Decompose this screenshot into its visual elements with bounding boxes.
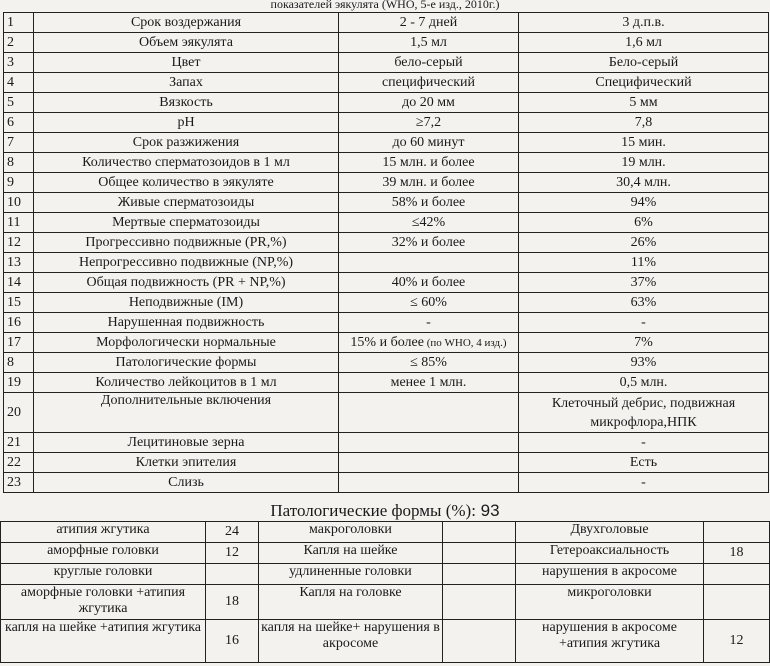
table-caption: показателей эякулята (WHO, 5-е изд., 2010г.) (270, 0, 500, 11)
table-row (4, 253, 769, 273)
row-number: 12 (4, 233, 34, 253)
reference-norm (339, 253, 519, 273)
result-value: 94% (519, 193, 769, 213)
table-row (4, 73, 769, 93)
row-number: 1 (4, 13, 34, 33)
row-number: 8 (4, 353, 34, 373)
semen-analysis-table (3, 12, 769, 493)
table-row (4, 293, 769, 313)
result-value: 93% (519, 353, 769, 373)
reference-norm: до 20 мм (339, 93, 519, 113)
table-row (4, 433, 769, 453)
table-row (4, 173, 769, 193)
parameter-name: Вязкость (34, 93, 339, 113)
table-row (4, 313, 769, 333)
reference-norm: бело-серый (339, 53, 519, 73)
pathological-forms-table (0, 521, 770, 663)
table-row (4, 113, 769, 133)
result-value: 1,6 мл (519, 33, 769, 53)
parameter-name: Дополнительные включения (34, 393, 339, 433)
result-value: 11% (519, 253, 769, 273)
form-name: нарушения в акросоме +атипия жгутика (516, 620, 704, 663)
result-value: - (519, 473, 769, 493)
reference-norm: ≤ 85% (339, 353, 519, 373)
form-count: 12 (206, 543, 259, 564)
result-value: 7% (519, 333, 769, 353)
parameter-name: Объем эякулята (34, 33, 339, 53)
row-number: 3 (4, 53, 34, 73)
row-number: 15 (4, 293, 34, 313)
form-name: атипия жгутика (1, 522, 206, 543)
row-number: 4 (4, 73, 34, 93)
table-row (4, 393, 769, 433)
table-row (4, 93, 769, 113)
row-number: 2 (4, 33, 34, 53)
form-count (443, 564, 516, 585)
row-number: 20 (4, 393, 34, 433)
parameter-name: Общее количество в эякуляте (34, 173, 339, 193)
form-name: капля на шейке+ нарушения в акросоме (259, 620, 443, 663)
parameter-name: Общая подвижность (PR + NP,%) (34, 273, 339, 293)
form-name: микроголовки (516, 585, 704, 620)
result-value: 5 мм (519, 93, 769, 113)
result-value: 0,5 млн. (519, 373, 769, 393)
form-name: Гетероаксиальность (516, 543, 704, 564)
reference-norm (339, 473, 519, 493)
row-number: 10 (4, 193, 34, 213)
parameter-name: Лецитиновые зерна (34, 433, 339, 453)
form-name: Двухголовые (516, 522, 704, 543)
form-name: круглые головки (1, 564, 206, 585)
form-count (443, 620, 516, 663)
form-name: аморфные головки (1, 543, 206, 564)
reference-norm: 15 млн. и более (339, 153, 519, 173)
form-name: капля на шейке +атипия жгутика (1, 620, 206, 663)
form-count: 24 (206, 522, 259, 543)
row-number: 5 (4, 93, 34, 113)
form-count: 18 (206, 585, 259, 620)
parameter-name: Цвет (34, 53, 339, 73)
form-count (704, 522, 770, 543)
parameter-name: Патологические формы (34, 353, 339, 373)
parameter-name: Слизь (34, 473, 339, 493)
parameter-name: Количество сперматозоидов в 1 мл (34, 153, 339, 173)
parameter-name: Живые сперматозоиды (34, 193, 339, 213)
pathological-forms-label: Патологические формы (%): (270, 501, 476, 520)
table-row (4, 473, 769, 493)
table-row (1, 522, 770, 543)
result-value: Специфический (519, 73, 769, 93)
reference-norm: ≥7,2 (339, 113, 519, 133)
parameter-name: Морфологически нормальные (34, 333, 339, 353)
result-value (519, 393, 769, 433)
table-row (4, 33, 769, 53)
table-row (4, 373, 769, 393)
parameter-name: Непрогрессивно подвижные (NP,%) (34, 253, 339, 273)
reference-norm (339, 393, 519, 433)
form-name: макроголовки (259, 522, 443, 543)
row-number: 23 (4, 473, 34, 493)
result-value: 6% (519, 213, 769, 233)
reference-norm: 40% и более (339, 273, 519, 293)
form-count: 18 (704, 543, 770, 564)
reference-norm: 15% и более (по WHO, 4 изд.) (339, 333, 519, 353)
table-row (4, 133, 769, 153)
pathological-forms-total: 93 (480, 501, 500, 520)
form-name: аморфные головки +атипия жгутика (1, 585, 206, 620)
reference-norm (339, 433, 519, 453)
parameter-name: Мертвые сперматозоиды (34, 213, 339, 233)
table-row (4, 53, 769, 73)
row-number: 14 (4, 273, 34, 293)
table-row (1, 620, 770, 663)
norm-note: (по WHO, 4 изд.) (423, 336, 507, 349)
reference-norm: менее 1 млн. (339, 373, 519, 393)
table-row (1, 564, 770, 585)
reference-norm: ≤42% (339, 213, 519, 233)
table-row (4, 153, 769, 173)
row-number: 16 (4, 313, 34, 333)
row-number: 9 (4, 173, 34, 193)
table-row (4, 453, 769, 473)
result-value: Бело-серый (519, 53, 769, 73)
row-number: 19 (4, 373, 34, 393)
parameter-name: Прогрессивно подвижные (PR,%) (34, 233, 339, 253)
result-value: 7,8 (519, 113, 769, 133)
reference-norm: 32% и более (339, 233, 519, 253)
form-count (704, 585, 770, 620)
row-number: 8 (4, 153, 34, 173)
row-number: 21 (4, 433, 34, 453)
form-name: удлиненные головки (259, 564, 443, 585)
result-line: Клеточный дебрис, подвижная (551, 395, 736, 411)
table-row (1, 543, 770, 564)
result-line: микрофлора,НПК (590, 414, 697, 430)
reference-norm: 1,5 мл (339, 33, 519, 53)
reference-norm: 58% и более (339, 193, 519, 213)
table-row (4, 213, 769, 233)
result-value: 37% (519, 273, 769, 293)
reference-norm: до 60 минут (339, 133, 519, 153)
row-number: 11 (4, 213, 34, 233)
reference-norm: специфический (339, 73, 519, 93)
form-count (443, 585, 516, 620)
form-count (443, 543, 516, 564)
table-row (4, 193, 769, 213)
table-row (4, 333, 769, 353)
parameter-name: Клетки эпителия (34, 453, 339, 473)
form-name: Капля на шейке (259, 543, 443, 564)
parameter-name: Нарушенная подвижность (34, 313, 339, 333)
parameter-name: Срок воздержания (34, 13, 339, 33)
reference-norm: ≤ 60% (339, 293, 519, 313)
row-number: 13 (4, 253, 34, 273)
form-name: нарушения в акросоме (516, 564, 704, 585)
result-value: - (519, 433, 769, 453)
result-value: 15 мин. (519, 133, 769, 153)
parameter-name: Срок разжижения (34, 133, 339, 153)
reference-norm: 2 - 7 дней (339, 13, 519, 33)
row-number: 22 (4, 453, 34, 473)
row-number: 6 (4, 113, 34, 133)
form-count (206, 564, 259, 585)
result-value: 30,4 млн. (519, 173, 769, 193)
table-row (4, 13, 769, 33)
row-number: 17 (4, 333, 34, 353)
result-value: 3 д.п.в. (519, 13, 769, 33)
parameter-name: Неподвижные (IM) (34, 293, 339, 313)
table-row (4, 273, 769, 293)
reference-norm: 39 млн. и более (339, 173, 519, 193)
form-count (704, 564, 770, 585)
form-count: 12 (704, 620, 770, 663)
parameter-name: Количество лейкоцитов в 1 мл (34, 373, 339, 393)
table-row (4, 353, 769, 373)
table-row (1, 585, 770, 620)
form-name: Капля на головке (259, 585, 443, 620)
pathological-forms-title (0, 500, 770, 521)
reference-norm: - (339, 313, 519, 333)
result-value: 19 млн. (519, 153, 769, 173)
form-count (443, 522, 516, 543)
form-count: 16 (206, 620, 259, 663)
parameter-name: Запах (34, 73, 339, 93)
parameter-name: pH (34, 113, 339, 133)
table-row (4, 233, 769, 253)
row-number: 7 (4, 133, 34, 153)
result-value: Есть (519, 453, 769, 473)
result-value: 63% (519, 293, 769, 313)
reference-norm (339, 453, 519, 473)
result-value: - (519, 313, 769, 333)
result-value: 26% (519, 233, 769, 253)
